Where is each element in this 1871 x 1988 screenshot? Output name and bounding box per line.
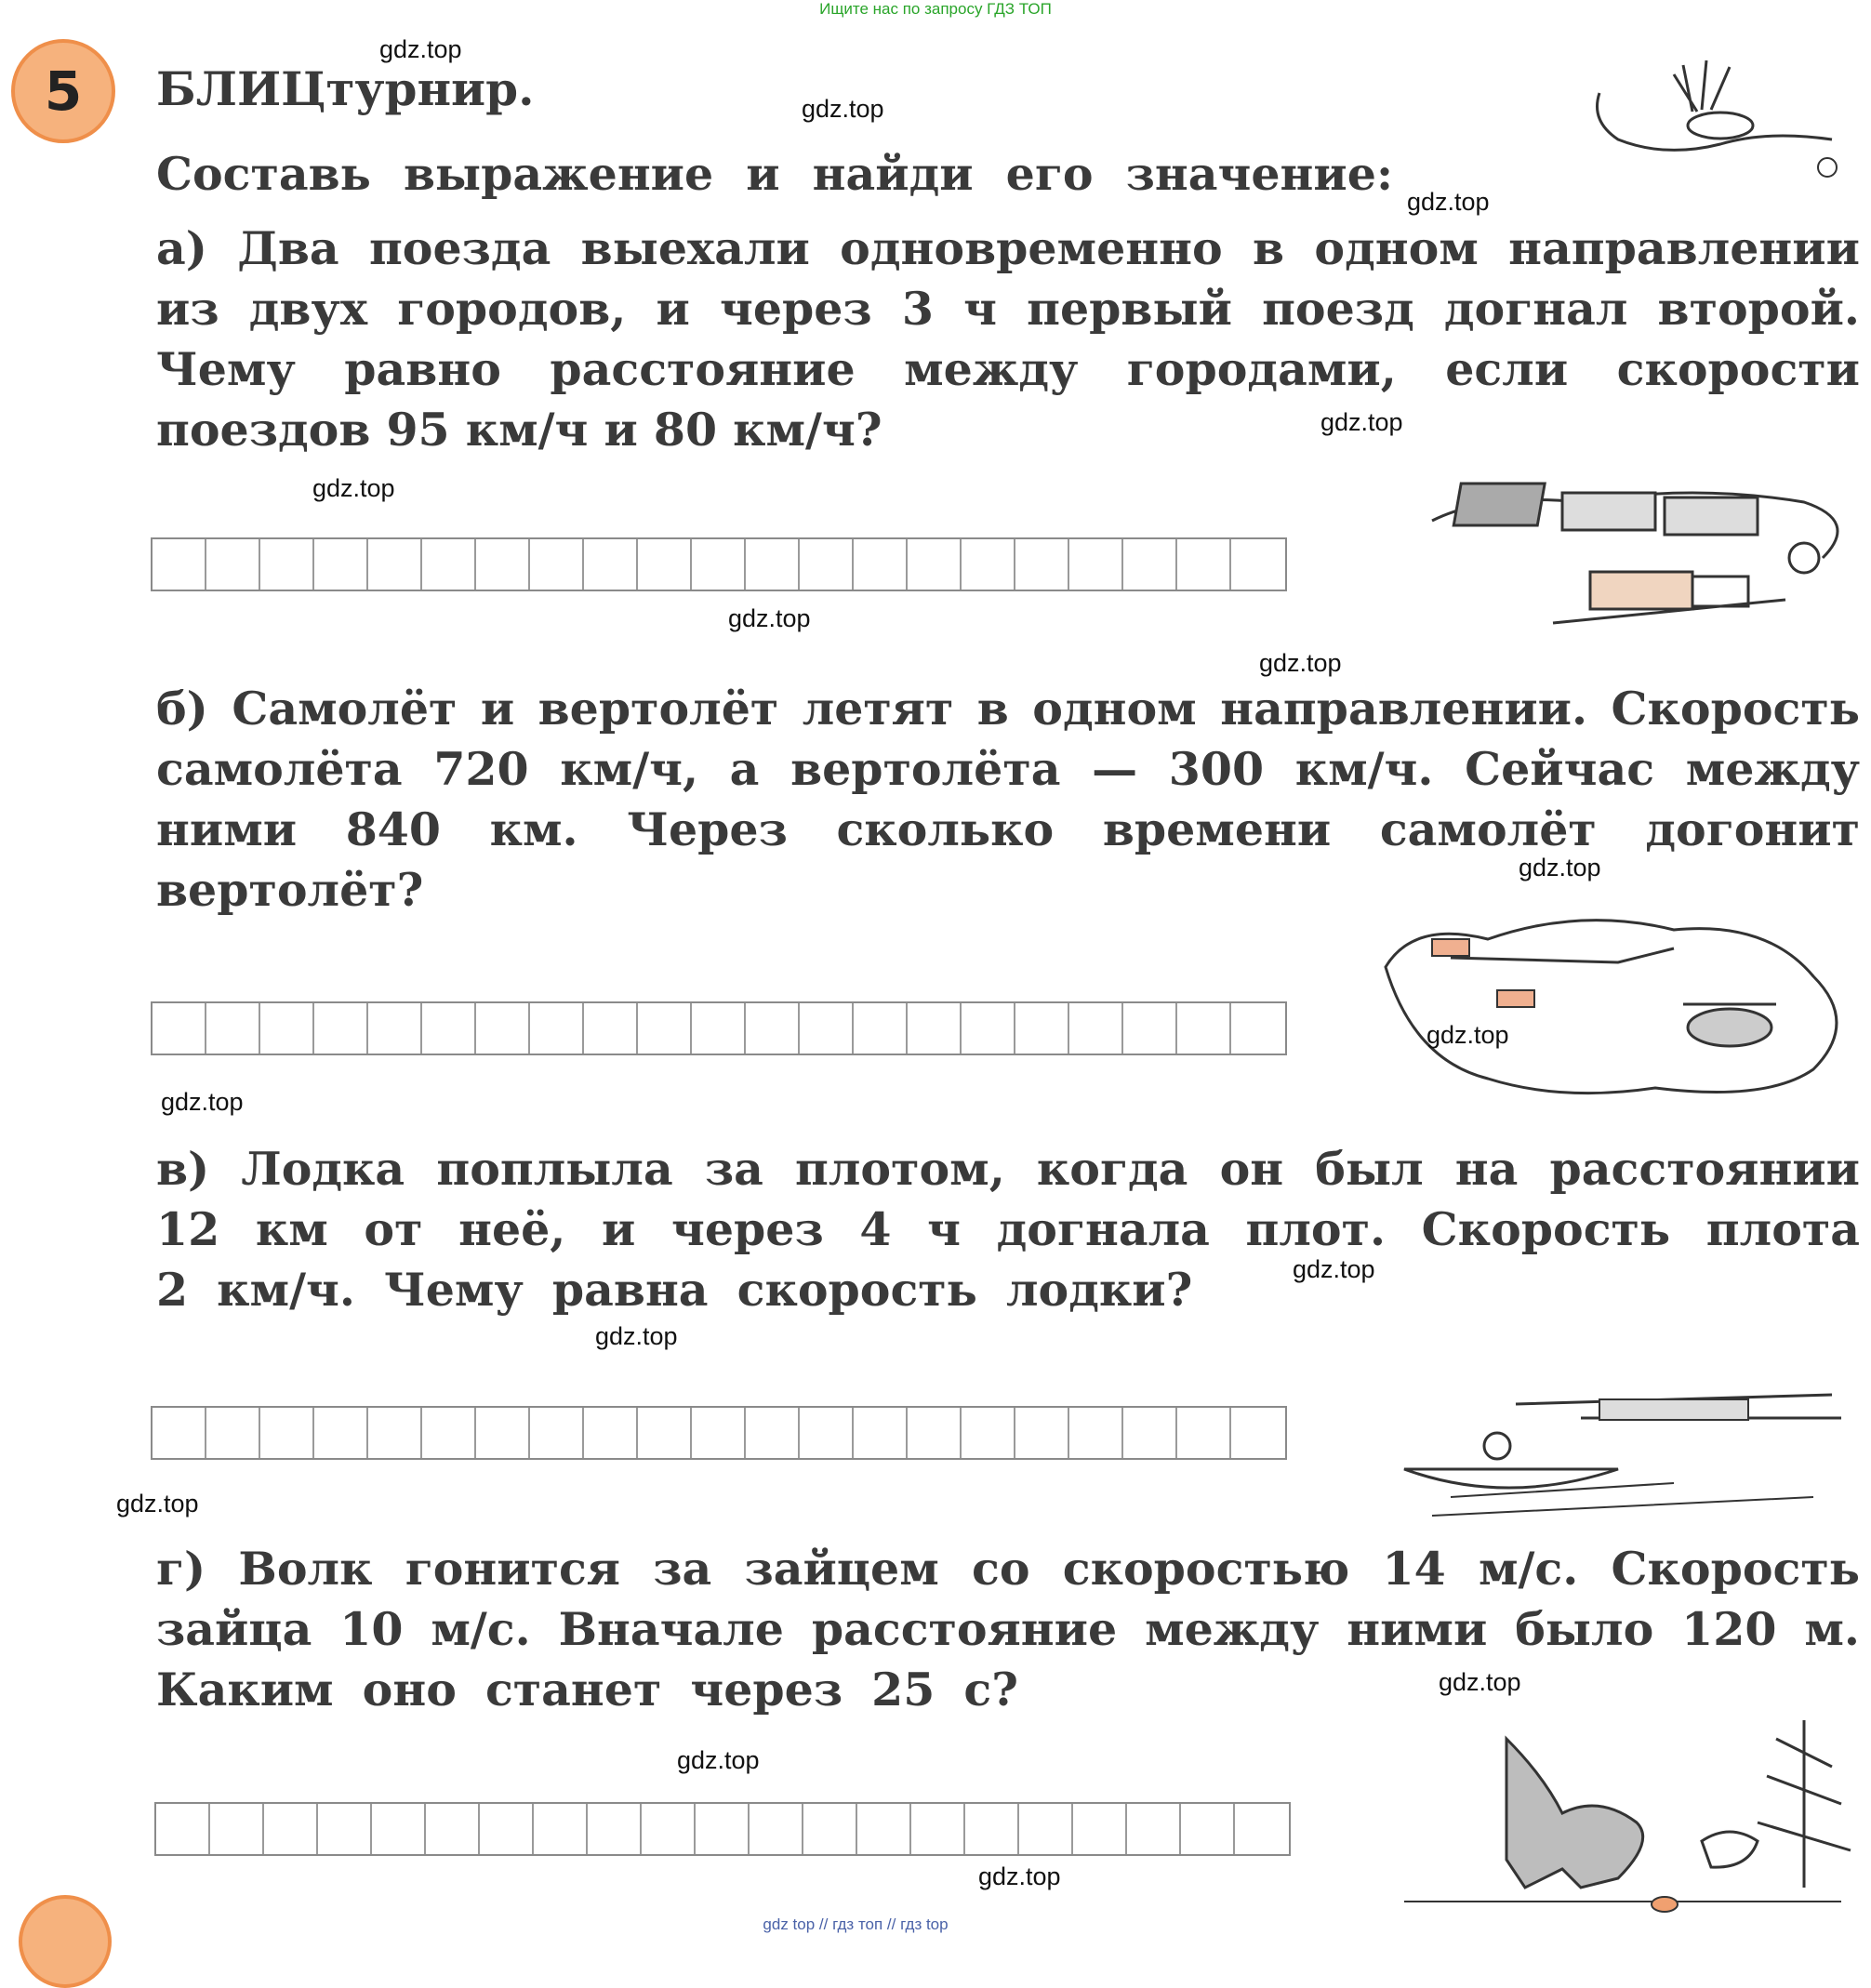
answer-cell[interactable] bbox=[692, 1408, 746, 1458]
answer-cell[interactable] bbox=[1231, 1408, 1285, 1458]
answer-cell[interactable] bbox=[638, 1003, 692, 1054]
answer-cell[interactable] bbox=[1177, 539, 1231, 590]
task-title: БЛИЦтурнир. bbox=[156, 61, 535, 116]
watermark: gdz.top bbox=[1407, 188, 1490, 216]
answer-cell[interactable] bbox=[584, 1408, 638, 1458]
answer-cell[interactable] bbox=[314, 1408, 368, 1458]
answer-cell[interactable] bbox=[260, 1003, 314, 1054]
watermark: gdz.top bbox=[595, 1322, 678, 1350]
answer-cell[interactable] bbox=[962, 1003, 1015, 1054]
plane-helicopter-icon bbox=[1376, 902, 1860, 1107]
boat-raft-icon bbox=[1395, 1367, 1860, 1525]
task-number-badge bbox=[11, 39, 115, 143]
answer-cell[interactable] bbox=[153, 1408, 206, 1458]
watermark: gdz.top bbox=[677, 1746, 760, 1774]
answer-cell[interactable] bbox=[854, 1408, 908, 1458]
answer-grid-b[interactable] bbox=[151, 1001, 1287, 1055]
answer-cell[interactable] bbox=[153, 539, 206, 590]
answer-cell[interactable] bbox=[746, 1003, 800, 1054]
answer-cell[interactable] bbox=[857, 1804, 911, 1854]
answer-cell[interactable] bbox=[746, 1408, 800, 1458]
problem-b-line-3: ними 840 км. Через сколько времени самолёт догонит bbox=[156, 802, 1860, 856]
answer-grid-a[interactable] bbox=[151, 537, 1287, 591]
answer-cell[interactable] bbox=[1177, 1408, 1231, 1458]
answer-cell[interactable] bbox=[422, 539, 476, 590]
answer-cell[interactable] bbox=[210, 1804, 264, 1854]
footer-note: gdz top // гдз топ // гдз top bbox=[763, 1915, 949, 1933]
answer-cell[interactable] bbox=[854, 1003, 908, 1054]
answer-cell[interactable] bbox=[260, 539, 314, 590]
answer-cell[interactable] bbox=[1069, 539, 1123, 590]
answer-cell[interactable] bbox=[800, 539, 854, 590]
answer-cell[interactable] bbox=[638, 1408, 692, 1458]
watermark: gdz.top bbox=[1439, 1668, 1521, 1696]
answer-cell[interactable] bbox=[480, 1804, 534, 1854]
answer-cell[interactable] bbox=[1231, 539, 1285, 590]
next-task-badge bbox=[19, 1895, 112, 1988]
problem-b-line-4: вертолёт? bbox=[156, 863, 424, 917]
answer-cell[interactable] bbox=[584, 539, 638, 590]
answer-cell[interactable] bbox=[1019, 1804, 1073, 1854]
bird-icon bbox=[1581, 56, 1860, 195]
watermark: gdz.top bbox=[978, 1862, 1061, 1890]
answer-cell[interactable] bbox=[800, 1408, 854, 1458]
answer-cell[interactable] bbox=[368, 1003, 422, 1054]
answer-grid-d[interactable] bbox=[154, 1802, 1291, 1856]
problem-a-line-1: а) Два поезда выехали одновременно в одном направлении bbox=[156, 221, 1860, 275]
watermark: gdz.top bbox=[728, 604, 811, 632]
problem-b-line-2: самолёта 720 км/ч, а вертолёта — 300 км/ч. Сейчас между bbox=[156, 742, 1860, 796]
answer-cell[interactable] bbox=[422, 1003, 476, 1054]
watermark: gdz.top bbox=[116, 1490, 199, 1518]
watermark: gdz.top bbox=[379, 35, 462, 63]
answer-grid-c[interactable] bbox=[151, 1406, 1287, 1460]
trains-icon bbox=[1413, 437, 1860, 642]
answer-cell[interactable] bbox=[1069, 1003, 1123, 1054]
answer-cell[interactable] bbox=[1015, 1408, 1069, 1458]
answer-cell[interactable] bbox=[746, 539, 800, 590]
answer-cell[interactable] bbox=[153, 1003, 206, 1054]
answer-cell[interactable] bbox=[692, 539, 746, 590]
watermark: gdz.top bbox=[1320, 408, 1403, 436]
answer-cell[interactable] bbox=[1015, 1003, 1069, 1054]
watermark: gdz.top bbox=[1293, 1255, 1375, 1283]
answer-cell[interactable] bbox=[156, 1804, 210, 1854]
answer-cell[interactable] bbox=[1123, 1408, 1177, 1458]
problem-a-line-4: поездов 95 км/ч и 80 км/ч? bbox=[156, 403, 882, 457]
problem-a-line-2: из двух городов, и через 3 ч первый поезд догнал второй. bbox=[156, 282, 1860, 336]
answer-cell[interactable] bbox=[1123, 539, 1177, 590]
answer-cell[interactable] bbox=[1073, 1804, 1127, 1854]
answer-cell[interactable] bbox=[1177, 1003, 1231, 1054]
answer-cell[interactable] bbox=[908, 539, 962, 590]
answer-cell[interactable] bbox=[368, 1408, 422, 1458]
problem-d-line-3: Каким оно станет через 25 с? bbox=[156, 1663, 1018, 1716]
watermark: gdz.top bbox=[1259, 649, 1342, 677]
watermark: gdz.top bbox=[1519, 854, 1601, 881]
problem-c-line-3: 2 км/ч. Чему равна скорость лодки? bbox=[156, 1263, 1193, 1317]
watermark: gdz.top bbox=[161, 1088, 244, 1116]
answer-cell[interactable] bbox=[1235, 1804, 1289, 1854]
answer-cell[interactable] bbox=[1015, 539, 1069, 590]
answer-cell[interactable] bbox=[803, 1804, 857, 1854]
answer-cell[interactable] bbox=[962, 1408, 1015, 1458]
header-note: Ищите нас по запросу ГДЗ ТОП bbox=[819, 0, 1052, 18]
answer-cell[interactable] bbox=[368, 539, 422, 590]
answer-cell[interactable] bbox=[1231, 1003, 1285, 1054]
answer-cell[interactable] bbox=[1127, 1804, 1181, 1854]
problem-d-line-2: зайца 10 м/с. Вначале расстояние между ними было 120 м. bbox=[156, 1602, 1860, 1656]
watermark: gdz.top bbox=[1426, 1021, 1509, 1049]
answer-cell[interactable] bbox=[530, 539, 584, 590]
problem-c-line-2: 12 км от неё, и через 4 ч догнала плот. Скорость плота bbox=[156, 1202, 1860, 1256]
answer-cell[interactable] bbox=[530, 1003, 584, 1054]
answer-cell[interactable] bbox=[476, 1003, 530, 1054]
answer-cell[interactable] bbox=[314, 1003, 368, 1054]
answer-cell[interactable] bbox=[372, 1804, 426, 1854]
answer-cell[interactable] bbox=[260, 1408, 314, 1458]
answer-cell[interactable] bbox=[1181, 1804, 1235, 1854]
answer-cell[interactable] bbox=[530, 1408, 584, 1458]
answer-cell[interactable] bbox=[962, 539, 1015, 590]
answer-cell[interactable] bbox=[534, 1804, 588, 1854]
answer-cell[interactable] bbox=[638, 539, 692, 590]
answer-cell[interactable] bbox=[314, 539, 368, 590]
answer-cell[interactable] bbox=[584, 1003, 638, 1054]
answer-cell[interactable] bbox=[696, 1804, 750, 1854]
watermark: gdz.top bbox=[802, 95, 884, 123]
answer-cell[interactable] bbox=[318, 1804, 372, 1854]
task-instruction: Составь выражение и найди его значение: bbox=[156, 147, 1394, 201]
answer-cell[interactable] bbox=[692, 1003, 746, 1054]
answer-cell[interactable] bbox=[1123, 1003, 1177, 1054]
answer-cell[interactable] bbox=[588, 1804, 642, 1854]
problem-d-line-1: г) Волк гонится за зайцем со скоростью 14 м/с. Скорость bbox=[156, 1542, 1860, 1596]
answer-cell[interactable] bbox=[965, 1804, 1019, 1854]
answer-cell[interactable] bbox=[206, 1003, 260, 1054]
answer-cell[interactable] bbox=[908, 1408, 962, 1458]
problem-b-line-1: б) Самолёт и вертолёт летят в одном направлении. Скорость bbox=[156, 682, 1860, 736]
task-number: 5 bbox=[44, 60, 83, 123]
answer-cell[interactable] bbox=[1069, 1408, 1123, 1458]
answer-cell[interactable] bbox=[642, 1804, 696, 1854]
answer-cell[interactable] bbox=[854, 539, 908, 590]
answer-cell[interactable] bbox=[206, 1408, 260, 1458]
answer-cell[interactable] bbox=[206, 539, 260, 590]
answer-cell[interactable] bbox=[422, 1408, 476, 1458]
problem-a-line-3: Чему равно расстояние между городами, если скорости bbox=[156, 342, 1860, 396]
watermark: gdz.top bbox=[312, 474, 395, 502]
answer-cell[interactable] bbox=[908, 1003, 962, 1054]
problem-c-line-1: в) Лодка поплыла за плотом, когда он был на расстоянии bbox=[156, 1142, 1860, 1196]
answer-cell[interactable] bbox=[476, 539, 530, 590]
answer-cell[interactable] bbox=[911, 1804, 965, 1854]
answer-cell[interactable] bbox=[264, 1804, 318, 1854]
answer-cell[interactable] bbox=[750, 1804, 803, 1854]
answer-cell[interactable] bbox=[426, 1804, 480, 1854]
answer-cell[interactable] bbox=[800, 1003, 854, 1054]
answer-cell[interactable] bbox=[476, 1408, 530, 1458]
wolf-hare-icon bbox=[1395, 1702, 1860, 1925]
